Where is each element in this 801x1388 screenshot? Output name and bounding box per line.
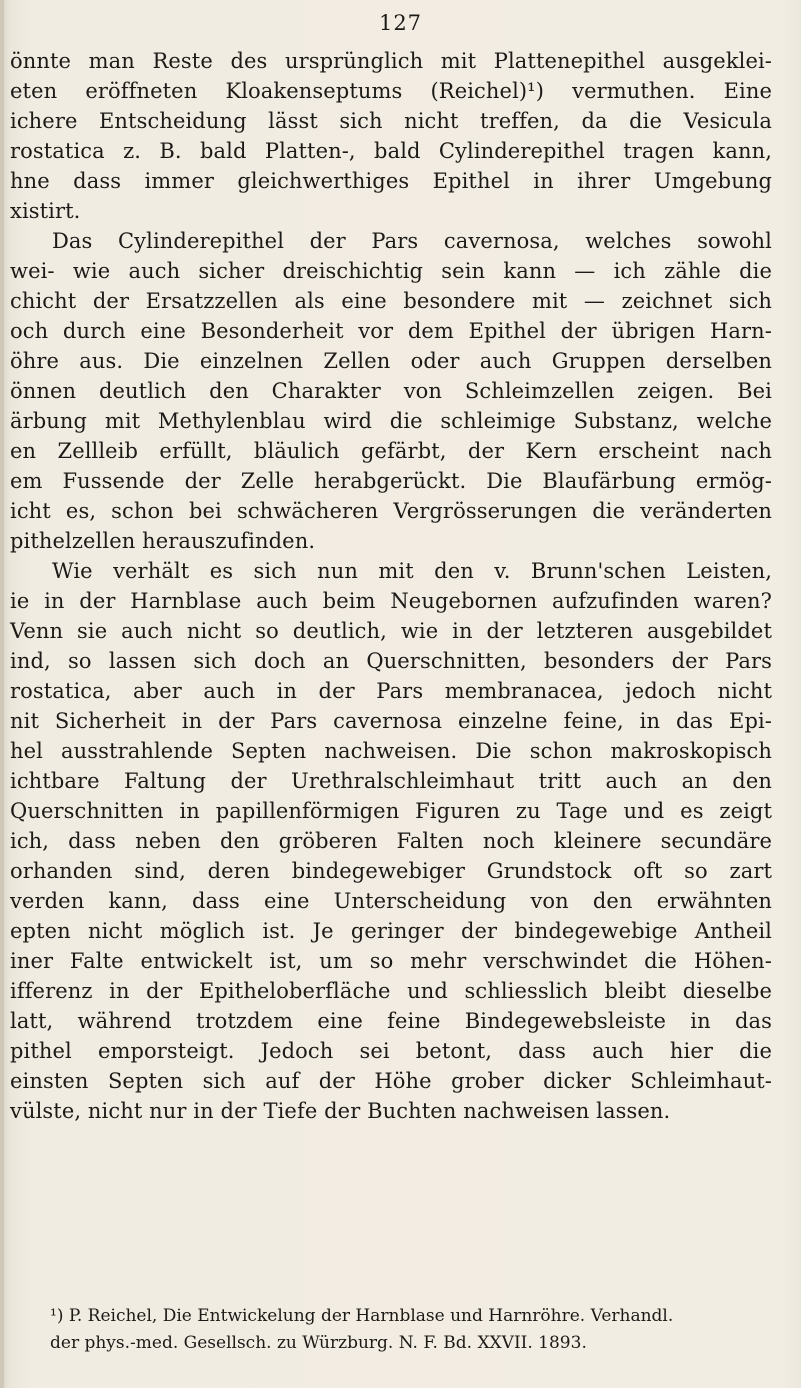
text-line: icht es, schon bei schwächeren Vergrösserungen die veränderten [10,499,772,523]
footnote [10,1303,772,1357]
body-text [10,46,772,1126]
text-line: nit Sicherheit in der Pars cavernosa einzelne feine, in das Epi- [10,709,772,733]
footnote-line: der phys.-med. Gesellsch. zu Würzburg. N. F. Bd. XXVII. 1893. [50,1333,587,1353]
text-line: ie in der Harnblase auch beim Neugebornen aufzufinden waren? [10,589,772,613]
page-gutter-edge [0,0,4,1388]
text-line: chicht der Ersatzzellen als eine besondere mit — zeichnet sich [10,289,772,313]
text-line: önnte man Reste des ursprünglich mit Plattenepithel ausgeklei- [10,49,772,73]
text-line: ind, so lassen sich doch an Querschnitten, besonders der Pars [10,649,772,673]
text-line: Venn sie auch nicht so deutlich, wie in der letzteren ausgebildet [10,619,772,643]
text-line: och durch eine Besonderheit vor dem Epithel der übrigen Harn- [10,319,772,343]
text-line: en Zellleib erfüllt, bläulich gefärbt, der Kern erscheint nach [10,439,772,463]
footnote-line: ¹) P. Reichel, Die Entwickelung der Harnblase und Harnröhre. Verhandl. [50,1306,674,1326]
text-line: vülste, nicht nur in der Tiefe der Buchten nachweisen lassen. [10,1099,671,1123]
text-line: verden kann, dass eine Unterscheidung von den erwähnten [10,889,772,913]
text-line: latt, während trotzdem eine feine Bindegewebsleiste in das [10,1009,772,1033]
text-line: em Fussende der Zelle herabgerückt. Die Blaufärbung ermög- [10,469,772,493]
text-line: rostatica z. B. bald Platten-, bald Cylinderepithel tragen kann, [10,139,772,163]
text-line: hel ausstrahlende Septen nachweisen. Die schon makroskopisch [10,739,772,763]
text-line: iner Falte entwickelt ist, um so mehr verschwindet die Höhen- [10,949,772,973]
text-line: einsten Septen sich auf der Höhe grober dicker Schleimhaut- [10,1069,772,1093]
text-line: xistirt. [10,199,81,223]
text-line: wei- wie auch sicher dreischichtig sein kann — ich zähle die [10,259,772,283]
text-line: pithelzellen herauszufinden. [10,529,316,553]
text-line: ich, dass neben den gröberen Falten noch kleinere secundäre [10,829,772,853]
page-number: 127 [378,11,423,35]
text-line: hne dass immer gleichwerthiges Epithel in ihrer Umgebung [10,169,772,193]
text-line: ichtbare Faltung der Urethralschleimhaut tritt auch an den [10,769,772,793]
text-line: ichere Entscheidung lässt sich nicht treffen, da die Vesicula [10,109,772,133]
text-line: Wie verhält es sich nun mit den v. Brunn'schen Leisten, [52,559,772,583]
text-line: rostatica, aber auch in der Pars membranacea, jedoch nicht [10,679,772,703]
text-line: öhre aus. Die einzelnen Zellen oder auch Gruppen derselben [10,349,772,373]
text-line: Querschnitten in papillenförmigen Figuren zu Tage und es zeigt [10,799,772,823]
text-line: önnen deutlich den Charakter von Schleimzellen zeigen. Bei [10,379,772,403]
text-line: orhanden sind, deren bindegewebiger Grundstock oft so zart [10,859,772,883]
text-line: ifferenz in der Epitheloberfläche und schliesslich bleibt dieselbe [10,979,772,1003]
text-line: ärbung mit Methylenblau wird die schleimige Substanz, welche [10,409,772,433]
text-line: epten nicht möglich ist. Je geringer der bindegewebige Antheil [10,919,772,943]
text-line: eten eröffneten Kloakenseptums (Reichel)¹) vermuthen. Eine [10,79,772,103]
text-line: Das Cylinderepithel der Pars cavernosa, welches sowohl [52,229,772,253]
text-line: pithel emporsteigt. Jedoch sei betont, dass auch hier die [10,1039,772,1063]
